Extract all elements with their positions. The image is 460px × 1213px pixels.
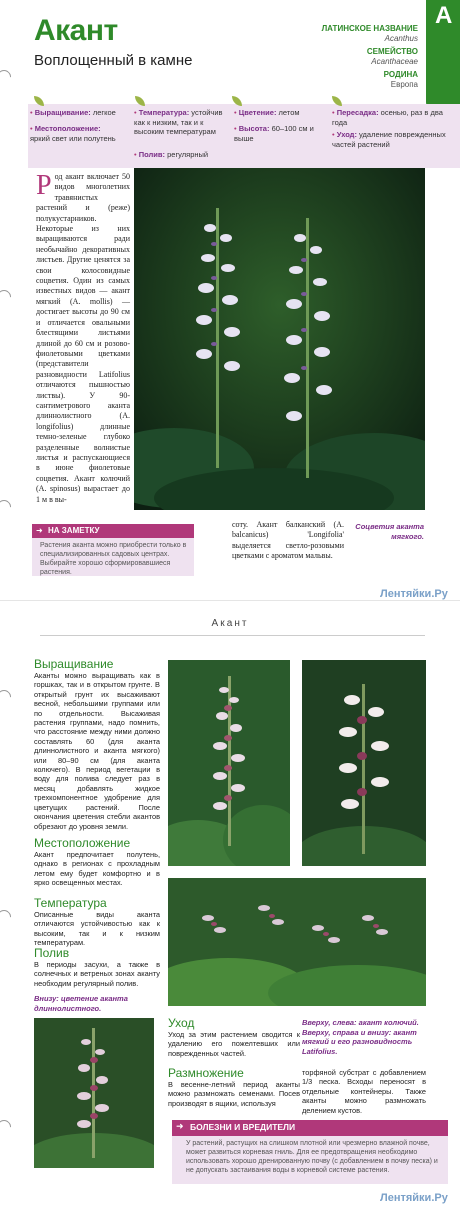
bloom-cell: • Цветение: летом: [234, 108, 300, 117]
page-divider: [0, 600, 460, 601]
care-heading: Уход: [168, 1016, 195, 1030]
family-block: [367, 47, 418, 67]
temperature-cell: • Температура: устойчив как к низким, так и к высоким температурам: [134, 108, 223, 136]
growing-cell: • Выращивание: легкое: [30, 108, 116, 117]
binder-ring-icon: [0, 287, 14, 307]
care-text: Уход за этим растением сводится к удалению его пожелтевших или поврежденных частей.: [168, 1030, 300, 1058]
care-value: удаление поврежденных частей растений: [332, 130, 446, 149]
temperature-value: устойчив как к низким, так и к высоким температурам: [134, 108, 223, 136]
latin-name-value: Acanthus: [384, 34, 418, 43]
watering-cell: • Полив: регулярный: [134, 150, 209, 159]
location-heading: Местоположение: [34, 836, 131, 850]
propagation-heading: Размножение: [168, 1066, 244, 1080]
alphabet-letter: А: [435, 2, 453, 29]
disease-title: БОЛЕЗНИ И ВРЕДИТЕЛИ: [190, 1122, 296, 1132]
bloom-value: летом: [278, 108, 300, 117]
temperature-text: Описанные виды аканта отличаются устойчивостью как к высоким, так и к низким температурам.: [34, 910, 160, 948]
temperature-heading: Температура: [34, 896, 107, 910]
homeland-block: [384, 70, 418, 90]
intro-text: [36, 172, 130, 505]
watermark-bottom: Лентяйки.Ру: [380, 1192, 448, 1204]
running-title: Акант: [211, 618, 249, 629]
watering-section: [34, 946, 160, 988]
propagation-text: В весенне-летний период аканты можно размножать семенами. Посев производят в ящики, используя: [168, 1080, 300, 1108]
mollis-photo: [302, 660, 426, 866]
growing-label: Выращивание:: [34, 108, 91, 117]
disease-header: [172, 1120, 448, 1136]
disease-text: У растений, растущих на слишком плотной или чрезмерно влажной почве, может развиться корневая гниль. Для ее предотвращения необходимо использовать хорошо дренированную почву (с добавлением в почву песка) и не допускать застаивания воды в корневой системе растения.: [186, 1140, 438, 1174]
watering-text: В периоды засухи, а также в солнечных и ветреных зонах аканту необходим регулярный полив.: [34, 960, 160, 988]
watermark: Лентяйки.Ру: [380, 588, 448, 600]
height-cell: • Высота: 60–100 см и выше: [234, 124, 314, 143]
propagation-section: [168, 1066, 300, 1108]
note-text: Растения аканта можно приобрести только в специализированных садовых центрах. Выбирайте хорошо сформировавшиеся растения.: [40, 542, 187, 576]
binder-ring-icon: [0, 1117, 14, 1137]
growing-value: легкое: [92, 108, 116, 117]
spinosus-photo: [168, 660, 290, 866]
binder-ring-icon: [0, 907, 14, 927]
arrow-icon: ➜: [176, 1121, 184, 1131]
alphabet-tab: [426, 0, 460, 110]
bottom-caption: Внизу: цветение аканта длиннолистного.: [34, 994, 128, 1013]
location-text: Акант предпочитает полутень, однако в регионах с прохладным летом ему будет комфортно и в ярко освещенных местах.: [34, 850, 160, 888]
watering-label: Полив:: [138, 150, 166, 159]
height-label: Высота:: [238, 124, 270, 133]
latin-name-block: [322, 24, 418, 44]
transplant-value: осенью, раз в два года: [332, 108, 443, 127]
title-rule: [40, 635, 425, 636]
intro-body: од акант включает 50 видов многолетних травянистых растений и (реже) полукустарников. Некоторые из них выращиваются ради необычайно декоративных листьев. Другие ценятся за свои колосовидные соцветия. Один из самых известных видов — акант мягкий (A. mollis) — достигает высоты до 90 см и отличается овальными блестящими листьями длиной до 60 см и розово-фиолетовыми цветками (представители разновидности Latifolius отличаются пышностью листвы). У 90-сантиметрового аканта длиннолистного (A. longifolius) длинные темно-зеленые глубоко разделенные волнистые листья и распускающиеся в июне фиолетовые соцветия. Акант колючий (A. spinosus) вырастает до 1 м в вы-: [36, 172, 130, 504]
temperature-label: Температура:: [138, 108, 190, 117]
watering-heading: Полив: [34, 946, 70, 960]
care-cell: • Уход: удаление поврежденных частей растений: [332, 130, 446, 149]
note-header: [32, 524, 194, 538]
page-title: Акант: [34, 14, 118, 47]
care-section: [168, 1016, 300, 1058]
location-label: Местоположение:: [34, 124, 101, 133]
latifolius-photo: [168, 878, 426, 1006]
right-caption: Вверху, слева: акант колючий. Вверху, справа и внизу: акант мягкий и его разновидность Latifolius.: [302, 1018, 419, 1056]
acanthus-photo: [134, 168, 425, 510]
transplant-cell: • Пересадка: осенью, раз в два года: [332, 108, 443, 127]
temperature-section: [34, 896, 160, 948]
photo-caption: Соцветия аканта мягкого.: [355, 522, 424, 541]
care-label: Уход:: [336, 130, 357, 139]
location-value: яркий свет или полутень: [30, 133, 116, 143]
growing-text: Аканты можно выращивать как в горшках, так и в открытом грунте. В открытый грунт их высаживают весной, небольшими группами или по отдельности. Высаживая растения группами, надо помнить, что расстояние между ними должно составлять 60 (для аканта длиннолистного и аканта мягкого) или 80–90 см (для аканта колючего). В период вегетации в воду для полива следует раз в месяц добавлять жидкое трехкомпонентное удобрение для цветущих растений. После окончания цветения стебли акантов обрезают до уровня земли.: [34, 671, 160, 831]
family-value: Acanthaceae: [371, 57, 418, 66]
binder-ring-icon: [0, 497, 14, 517]
growing-heading: Выращивание: [34, 657, 114, 671]
homeland-label: РОДИНА: [383, 70, 418, 79]
arrow-icon: ➜: [36, 526, 43, 535]
family-label: СЕМЕЙСТВО: [366, 47, 418, 56]
latin-name-label: ЛАТИНСКОЕ НАЗВАНИЕ: [321, 24, 418, 33]
homeland-value: Европа: [390, 80, 418, 89]
page-subtitle: Воплощенный в камне: [34, 52, 193, 69]
binder-ring-icon: [0, 67, 14, 87]
location-cell: • Местоположение: яркий свет или полутень: [30, 124, 116, 143]
note-title: НА ЗАМЕТКУ: [48, 526, 100, 535]
intro-continuation: соту. Акант балканский (A. balcanicus) 'Longifolia' выделяется светло-розовыми цветками с ароматом мальвы.: [232, 520, 344, 561]
transplant-label: Пересадка:: [336, 108, 379, 117]
height-value: 60–100 см и выше: [234, 124, 314, 143]
longifolius-photo: [34, 1018, 154, 1168]
bloom-label: Цветение:: [238, 108, 277, 117]
location-section: [34, 836, 160, 888]
dropcap: Р: [36, 170, 52, 201]
propagation-text-2: торфяной субстрат с добавлением 1/3 песка. Всходы переносят в отдельные контейнеры. Также аканты можно размножать делением кустов.: [302, 1068, 426, 1115]
binder-ring-icon: [0, 687, 14, 707]
watering-value: регулярный: [167, 150, 209, 159]
growing-section: [34, 657, 160, 831]
